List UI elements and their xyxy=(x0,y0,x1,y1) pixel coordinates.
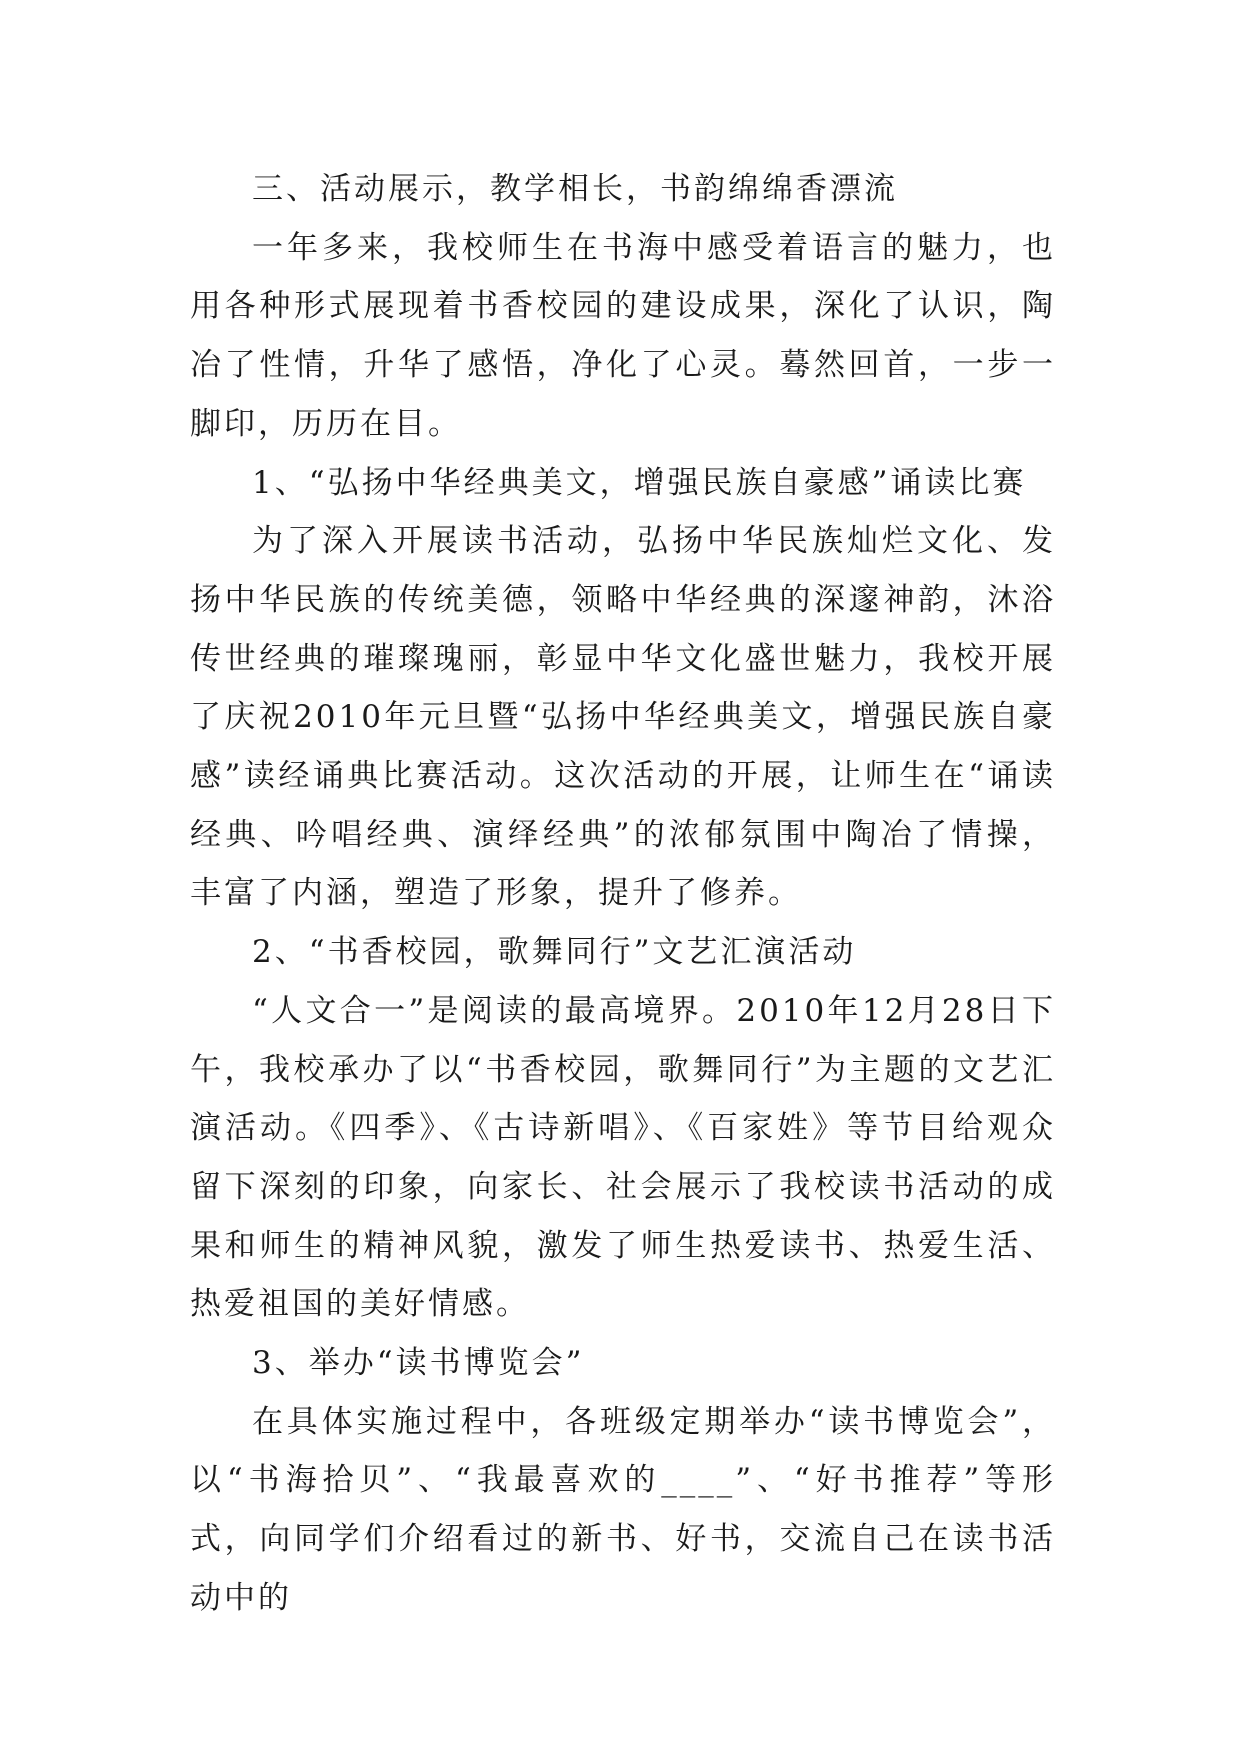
item-1-paragraph: 为了深入开展读书活动，弘扬中华民族灿烂文化、发扬中华民族的传统美德，领略中华经典的深邃神韵，沐浴传世经典的璀璨瑰丽，彰显中华文化盛世魅力，我校开展了庆祝2010年元旦暨“弘扬中华经典美文，增强民族自豪感”读经诵典比赛活动。这次活动的开展，让师生在“诵读经典、吟唱经典、演绎经典”的浓郁氛围中陶冶了情操，丰富了内涵，塑造了形象，提升了修养。 xyxy=(190,523,1056,912)
document-body xyxy=(190,160,1056,1628)
intro-paragraph: 一年多来，我校师生在书海中感受着语言的魅力，也用各种形式展现着书香校园的建设成果，深化了认识，陶冶了性情，升华了感悟，净化了心灵。蓦然回首，一步一脚印，历历在目。 xyxy=(190,229,1056,442)
item-1-title: 1、“弘扬中华经典美文，增强民族自豪感”诵读比赛 xyxy=(252,464,1027,501)
item-2-paragraph: “人文合一”是阅读的最高境界。2010年12月28日下午，我校承办了以“书香校园，歌舞同行”为主题的文艺汇演活动。《四季》、《古诗新唱》、《百家姓》等节目给观众留下深刻的印象，向家长、社会展示了我校读书活动的成果和师生的精神风貌，激发了师生热爱读书、热爱生活、热爱祖国的美好情感。 xyxy=(190,992,1056,1323)
item-3-paragraph: 在具体实施过程中，各班级定期举办“读书博览会”，以“书海拾贝”、“我最喜欢的____”、“好书推荐”等形式，向同学们介绍看过的新书、好书，交流自己在读书活动中的 xyxy=(190,1403,1056,1616)
item-3-title: 3、举办“读书博览会” xyxy=(252,1345,585,1382)
item-2-title: 2、“书香校园，歌舞同行”文艺汇演活动 xyxy=(252,934,857,971)
section-heading: 三、活动展示，教学相长，书韵绵绵香漂流 xyxy=(252,171,898,207)
